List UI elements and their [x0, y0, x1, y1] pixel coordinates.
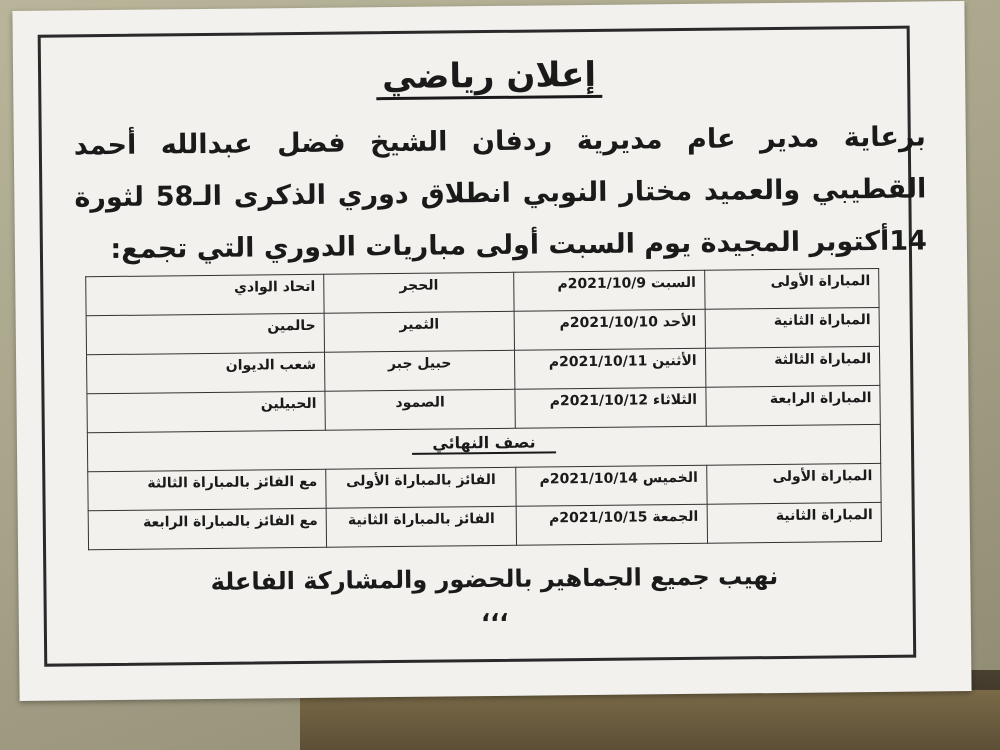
team-2: مع الفائز بالمباراة الرابعة	[88, 508, 326, 549]
team-2: اتحاد الوادي	[86, 274, 324, 315]
match-date: الأحد 2021/10/10م	[514, 309, 705, 350]
announcement-footer	[18, 557, 971, 635]
semifinal-heading-text: نصف النهائي	[412, 432, 555, 454]
announcement-title	[13, 51, 965, 101]
match-date: الثلاثاء 2021/10/12م	[515, 387, 706, 428]
paper-sheet	[12, 1, 971, 701]
team-1: الصمود	[325, 389, 516, 430]
team-2: شعب الديوان	[87, 352, 325, 393]
table-row	[88, 502, 881, 549]
match-name: المباراة الأولى	[706, 463, 881, 504]
match-date: الخميس 2021/10/14م	[516, 465, 707, 506]
background-desk	[300, 690, 1000, 750]
team-2: الحبيلين	[87, 391, 325, 432]
team-2: مع الفائز بالمباراة الثالثة	[88, 469, 326, 510]
announcement-title-text: إعلان رياضي	[376, 55, 602, 100]
team-1: الفائز بالمباراة الثانية	[326, 506, 517, 547]
team-1: الفائز بالمباراة الأولى	[326, 467, 517, 508]
match-date: الأثنين 2021/10/11م	[515, 348, 706, 389]
match-date: الجمعة 2021/10/15م	[516, 504, 707, 545]
team-2: حالمين	[86, 313, 324, 354]
team-1: حبيل جبر	[324, 350, 515, 391]
match-name: المباراة الثانية	[705, 307, 880, 348]
footer-line-1: نهيب جميع الجماهير بالحضور والمشاركة الفاعلة	[210, 562, 779, 596]
match-date: السبت 2021/10/9م	[514, 270, 705, 311]
match-name: المباراة الرابعة	[705, 385, 880, 426]
team-1: الثمير	[324, 311, 515, 352]
match-name: المباراة الثالثة	[705, 346, 880, 387]
schedule-table	[85, 268, 882, 550]
announcement-intro: برعاية مدير عام مديرية ردفان الشيخ فضل عبدالله أحمد القطيبي والعميد مختار النوبي انطلاق دوري الذكرى الـ58 لثورة 14أكتوبر المجيدة يوم السبت أولى مباريات الدوري التي تجمع:	[73, 121, 928, 265]
document-content	[12, 1, 971, 701]
match-name: المباراة الثانية	[707, 502, 882, 543]
footer-line-2: ،،،	[480, 598, 509, 628]
match-name: المباراة الأولى	[704, 268, 879, 309]
team-1: الحجر	[324, 272, 515, 313]
